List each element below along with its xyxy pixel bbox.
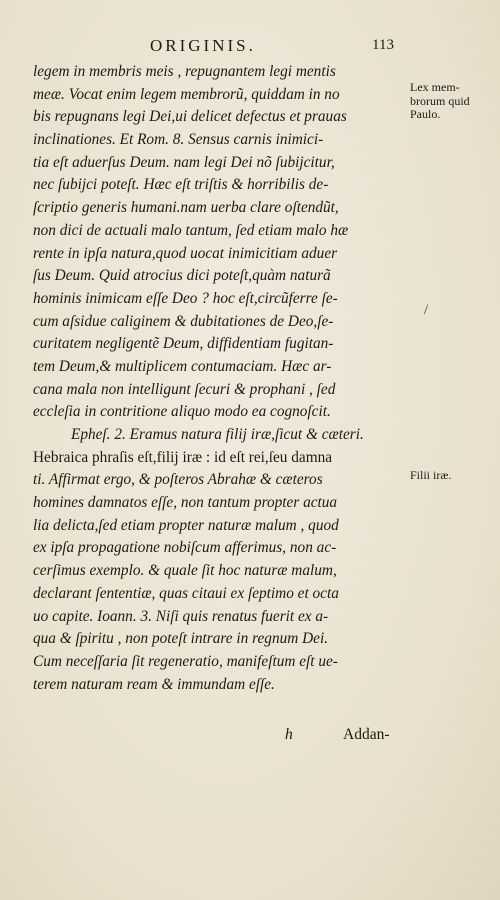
text-line: curitatem negligentẽ Deum, diffidentiam fugitan-	[33, 335, 334, 353]
margin-note-filii-irae: Filii iræ.	[410, 468, 452, 482]
text-line: tem Deum,& multiplicem contumaciam. Hæc ar-	[33, 357, 332, 375]
text-line: ſus Deum. Quid atrocius dici poteſt,quàm naturã	[33, 267, 331, 285]
text-line: inclinationes. Et Rom. 8. Sensus carnis inimici-	[33, 131, 324, 149]
page-number: 113	[372, 37, 394, 53]
text-line: eccleſia in contritione aliquo modo ea cognoſcit.	[33, 403, 331, 421]
text-line: declarant ſententiæ, quas citaui ex ſeptimo et octa	[33, 584, 339, 602]
main-text-block	[33, 61, 405, 696]
text-line: lia delicta,ſed etiam propter naturæ malum , quod	[33, 516, 339, 534]
text-line: ti. Affirmat ergo, & poſteros Abrahæ & cæteros	[33, 471, 323, 489]
text-line: cerſimus exemplo. & quale ſit hoc naturæ malum,	[33, 562, 337, 580]
text-line: cana mala non intelligunt ſecuri & prophani , ſed	[33, 380, 336, 398]
text-line: homines damnatos eſſe, non tantum propter actua	[33, 494, 338, 512]
running-head	[0, 36, 500, 58]
text-line: hominis inimicam eſſe Deo ? hoc eſt,circũferre ſe-	[33, 289, 338, 307]
page-footer	[0, 726, 500, 750]
text-line: Cum neceſſaria ſit regeneratio, manifeſtum eſt ue-	[33, 652, 338, 670]
running-head-title: ORIGINIS.	[150, 36, 256, 55]
margin-note-lex-membrorum: Lex mem- brorum quid Paulo.	[410, 80, 470, 121]
text-line: legem in membris meis , repugnantem legi mentis	[33, 63, 336, 80]
text-line: nec ſubijci poteſt. Hæc eſt triſtis & horribilis de-	[33, 176, 329, 194]
text-line: tia eſt aduerſus Deum. nam legi Dei nõ ſubijcitur,	[33, 153, 335, 171]
text-line: Hebraica phraſis eſt,filij iræ : id eſt rei,ſeu damna	[33, 448, 333, 466]
catchword: Addan-	[343, 726, 390, 743]
text-line: bis repugnans legi Dei,ui delicet defectus et prauas	[33, 108, 347, 126]
text-line: cum aſsidue caliginem & dubitationes de Deo,ſe-	[33, 312, 334, 330]
text-line: rente in ipſa natura,quod uocat inimicitiam aduer	[33, 244, 338, 262]
text-line: qua & ſpiritu , non poteſt intrare in regnum Dei.	[33, 630, 329, 648]
text-line: non dici de actuali malo tantum, ſed etiam malo hæ	[33, 221, 349, 239]
text-line: terem naturam ream & immundam eſſe.	[33, 675, 275, 693]
text-line: Epheſ. 2. Eramus natura filij iræ,ſicut & cæteri.	[71, 426, 364, 443]
text-line: meæ. Vocat enim legem membrorũ, quiddam in no	[33, 85, 340, 103]
margin-stroke-mark: /	[424, 302, 429, 318]
signature-mark: h	[285, 726, 293, 743]
text-line: uo capite. Ioann. 3. Niſi quis renatus fuerit ex a-	[33, 607, 329, 625]
text-line: ex ipſa propagatione nobiſcum afferimus, non ac-	[33, 539, 337, 557]
text-line: ſcriptio generis humani.nam uerba clare oſtendũt,	[33, 199, 339, 217]
